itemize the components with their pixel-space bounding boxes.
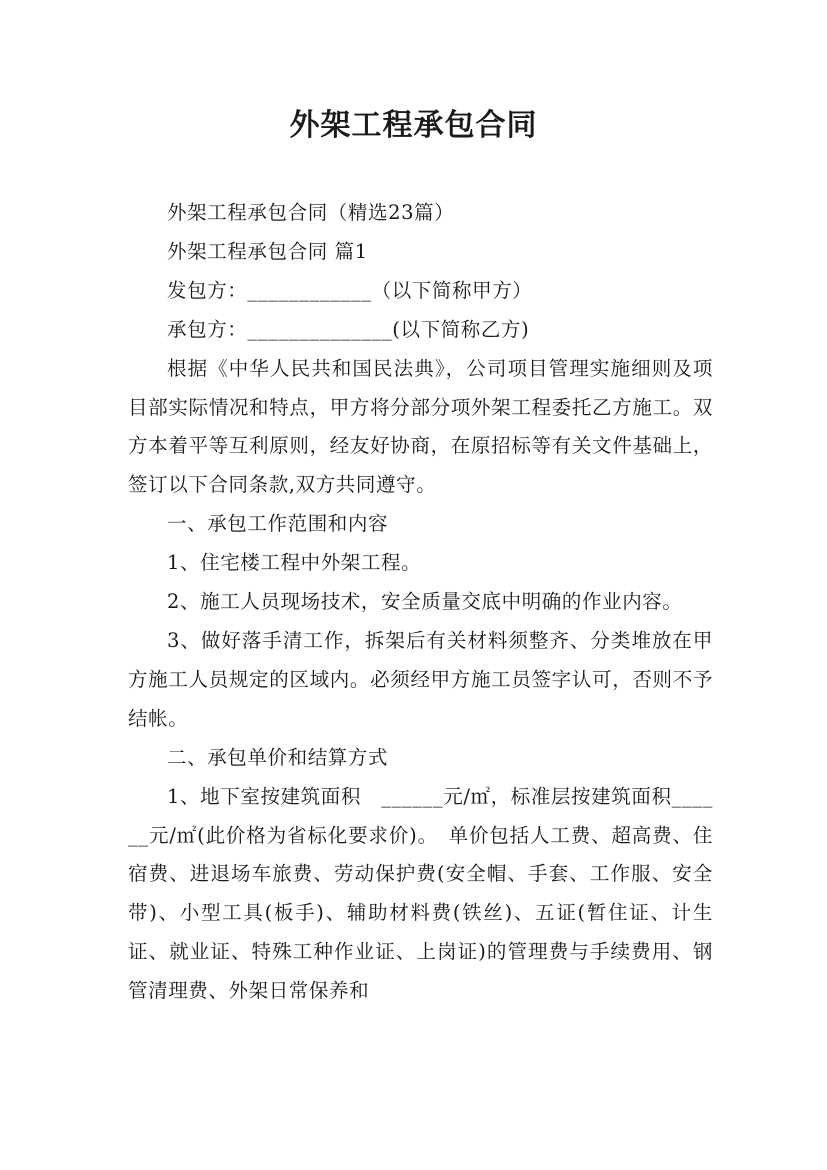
paragraph-preamble: 根据《中华人民共和国民法典》，公司项目管理实施细则及项目部实际情况和特点，甲方将分部分项外架工程委托乙方施工。双方本着平等互利原则，经友好协商，在原招标等有关文件基础上，签订以下合同条款,双方共同遵守。 — [128, 356, 713, 497]
paragraph-pricing-item-1: 1、地下室按建筑面积 ______元/㎡，标准层按建筑面积______元/㎡(此价格为省标化要求价)。 单价包括人工费、超高费、住宿费、进退场车旅费、劳动保护费(安全帽、手套、工作服、安全带)、小型工具(板手)、辅助材料费(铁丝)、五证(暂住证、计生证、就业证、特殊工种作业证、上岗证)的管理费与手续费用、钢管清理费、外架日常保养和 — [128, 784, 713, 1003]
paragraph-scope-item-1: 1、住宅楼工程中外架工程。 — [167, 551, 422, 575]
paragraph-scope-item-2: 2、施工人员现场技术，安全质量交底中明确的作业内容。 — [167, 590, 683, 614]
document-body — [128, 194, 713, 1011]
paragraph-article-heading: 外架工程承包合同 篇1 — [167, 239, 368, 263]
document-title: 外架工程承包合同 — [289, 108, 538, 143]
paragraph-scope-item-3: 3、做好落手清工作，拆架后有关材料须整齐、分类堆放在甲方施工人员规定的区域内。必须经甲方施工员签字认可，否则不予结帐。 — [128, 628, 713, 730]
paragraph-party-a: 发包方：____________（以下简称甲方） — [167, 278, 533, 302]
section-heading-pricing: 二、承包单价和结算方式 — [167, 745, 389, 769]
paragraph-subtitle: 外架工程承包合同（精选23篇） — [167, 201, 455, 224]
section-heading-scope: 一、承包工作范围和内容 — [167, 512, 389, 536]
paragraph-party-b: 承包方：______________(以下简称乙方) — [167, 317, 530, 341]
